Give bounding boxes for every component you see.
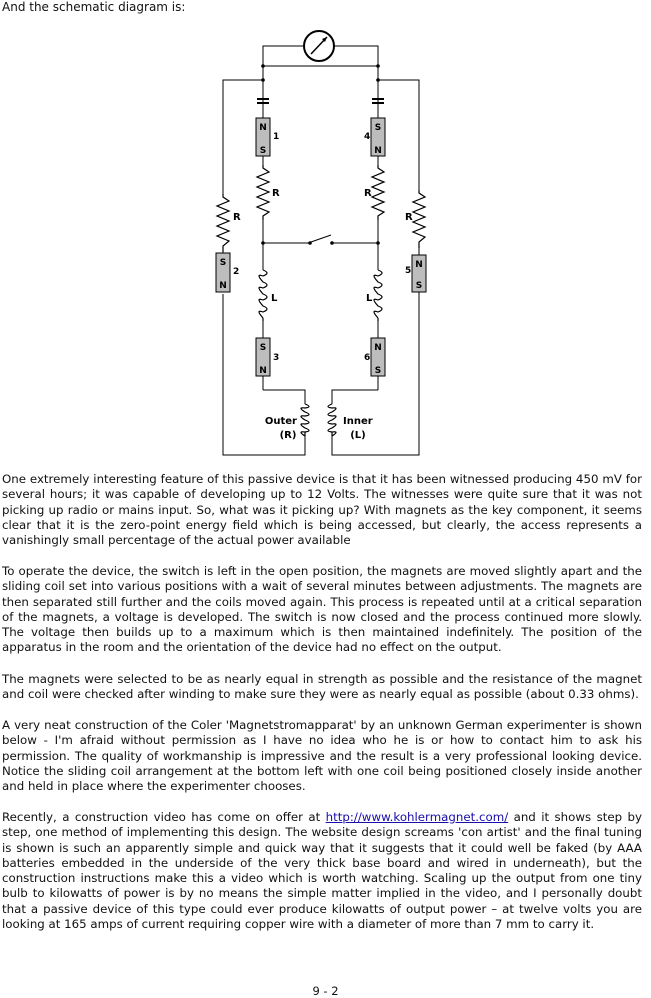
paragraph-5 [2,810,642,932]
paragraph-2: To operate the device, the switch is left in the open position, the magnets are moved slightly apart and the sliding coil set into various positions with a wait of several minutes between adjustments. The magnets are then separated still further and the coils moved again. This process is repeated until at a critical separation of the magnets, a voltage is developed. The switch is now closed and the process continued more slowly. The voltage then builds up to a maximum which is then maintained indefinitely. The position of the apparatus in the room and the orientation of the device had no effect on the output. [2,564,642,655]
resistor-icon [217,194,229,252]
inductor-label: L [271,293,278,304]
inductor-icon [374,270,382,321]
paragraph-5-end: and it shows step by step, one method of implementing this design. The website design screams 'con artist' and the final tuning is shown is such an apparently simple and quick way that it suggests that it could well be faked (by AAA batteries embedded in the underside of the very thick base board and wired in underneath), but the construction instructions make this a video which is worth watching. Scaling up the output from one tiny bulb to kilowatts of power is by no means the simple matter implied in the video, and I personally doubt that a passive device of this type could ever produce kilowatts of output power – at twelve volts you are looking at 165 amps of current requiring copper wire with a diameter of more than 7 mm to carry it. [2,810,642,932]
svg-text:N: N [374,146,382,156]
svg-text:3: 3 [273,353,280,363]
outer-coil-sublabel: (R) [279,430,297,441]
paragraph-1: One extremely interesting feature of this passive device is that it has been witnessed producing 450 mV for several hours; it was capable of developing up to 12 Volts. The witnesses were quite sure that it was not picking up radio or mains input. So, what was it picking up? With magnets as the key component, it seems clear that it is the zero-point energy field which is being accessed, but clearly, the access represents a vanishingly small percentage of the actual power available [2,472,642,548]
switch-icon [308,241,312,245]
inductor-label: L [366,293,373,304]
outer-coil-label: Outer [264,416,297,427]
svg-text:N: N [259,366,267,376]
resistor-label: R [405,212,413,223]
page-number: 9 - 2 [312,984,339,998]
magnet-5 [405,255,426,292]
magnet-4 [364,118,385,156]
magnet-6 [364,338,385,376]
resistor-icon [257,165,269,220]
svg-text:S: S [259,343,267,353]
resistor-icon [372,165,384,220]
svg-text:4: 4 [364,132,371,142]
paragraph-5-start: Recently, a construction video has come on offer at [2,810,326,824]
svg-text:N: N [415,260,423,270]
inductor-icon [259,270,267,321]
magnet-1 [256,118,279,156]
svg-text:2: 2 [233,267,240,277]
svg-text:S: S [374,366,382,376]
resistor-label: R [364,188,372,199]
kohlermagnet-link[interactable]: http://www.kohlermagnet.com/ [325,810,509,824]
svg-text:S: S [219,258,227,268]
inductor-icon [301,404,309,436]
inner-coil-label: Inner [343,416,373,427]
svg-text:S: S [374,123,382,133]
svg-text:N: N [374,343,382,353]
inner-coil-sublabel: (L) [350,430,366,441]
paragraph-4: A very neat construction of the Coler 'Magnetstromapparat' by an unknown German experimenter is shown below - I'm afraid without permission as I have no idea who he is or how to contact him to ask his permission. The quality of workmanship is impressive and the result is a very professional looking device. Notice the sliding coil arrangement at the bottom left with one coil being positioned closely inside another and held in place where the experimenter chooses. [2,718,642,794]
svg-text:N: N [259,123,267,133]
svg-text:1: 1 [273,132,280,142]
svg-text:S: S [415,281,423,291]
schematic-diagram [207,22,439,462]
resistor-icon [413,190,425,248]
resistor-label: R [233,212,241,223]
intro-text: And the schematic diagram is: [2,0,186,14]
svg-text:5: 5 [405,266,412,276]
paragraph-3: The magnets were selected to be as nearly equal in strength as possible and the resistance of the magnet and coil were checked after winding to make sure they were as nearly equal as possible (about 0.33 ohms). [2,672,642,702]
inductor-icon [328,404,336,436]
magnet-2 [216,253,239,292]
svg-text:S: S [259,146,267,156]
svg-text:6: 6 [364,353,371,363]
resistor-label: R [272,188,280,199]
schematic-svg [207,22,439,462]
svg-text:N: N [219,281,227,291]
magnet-3 [256,338,279,376]
